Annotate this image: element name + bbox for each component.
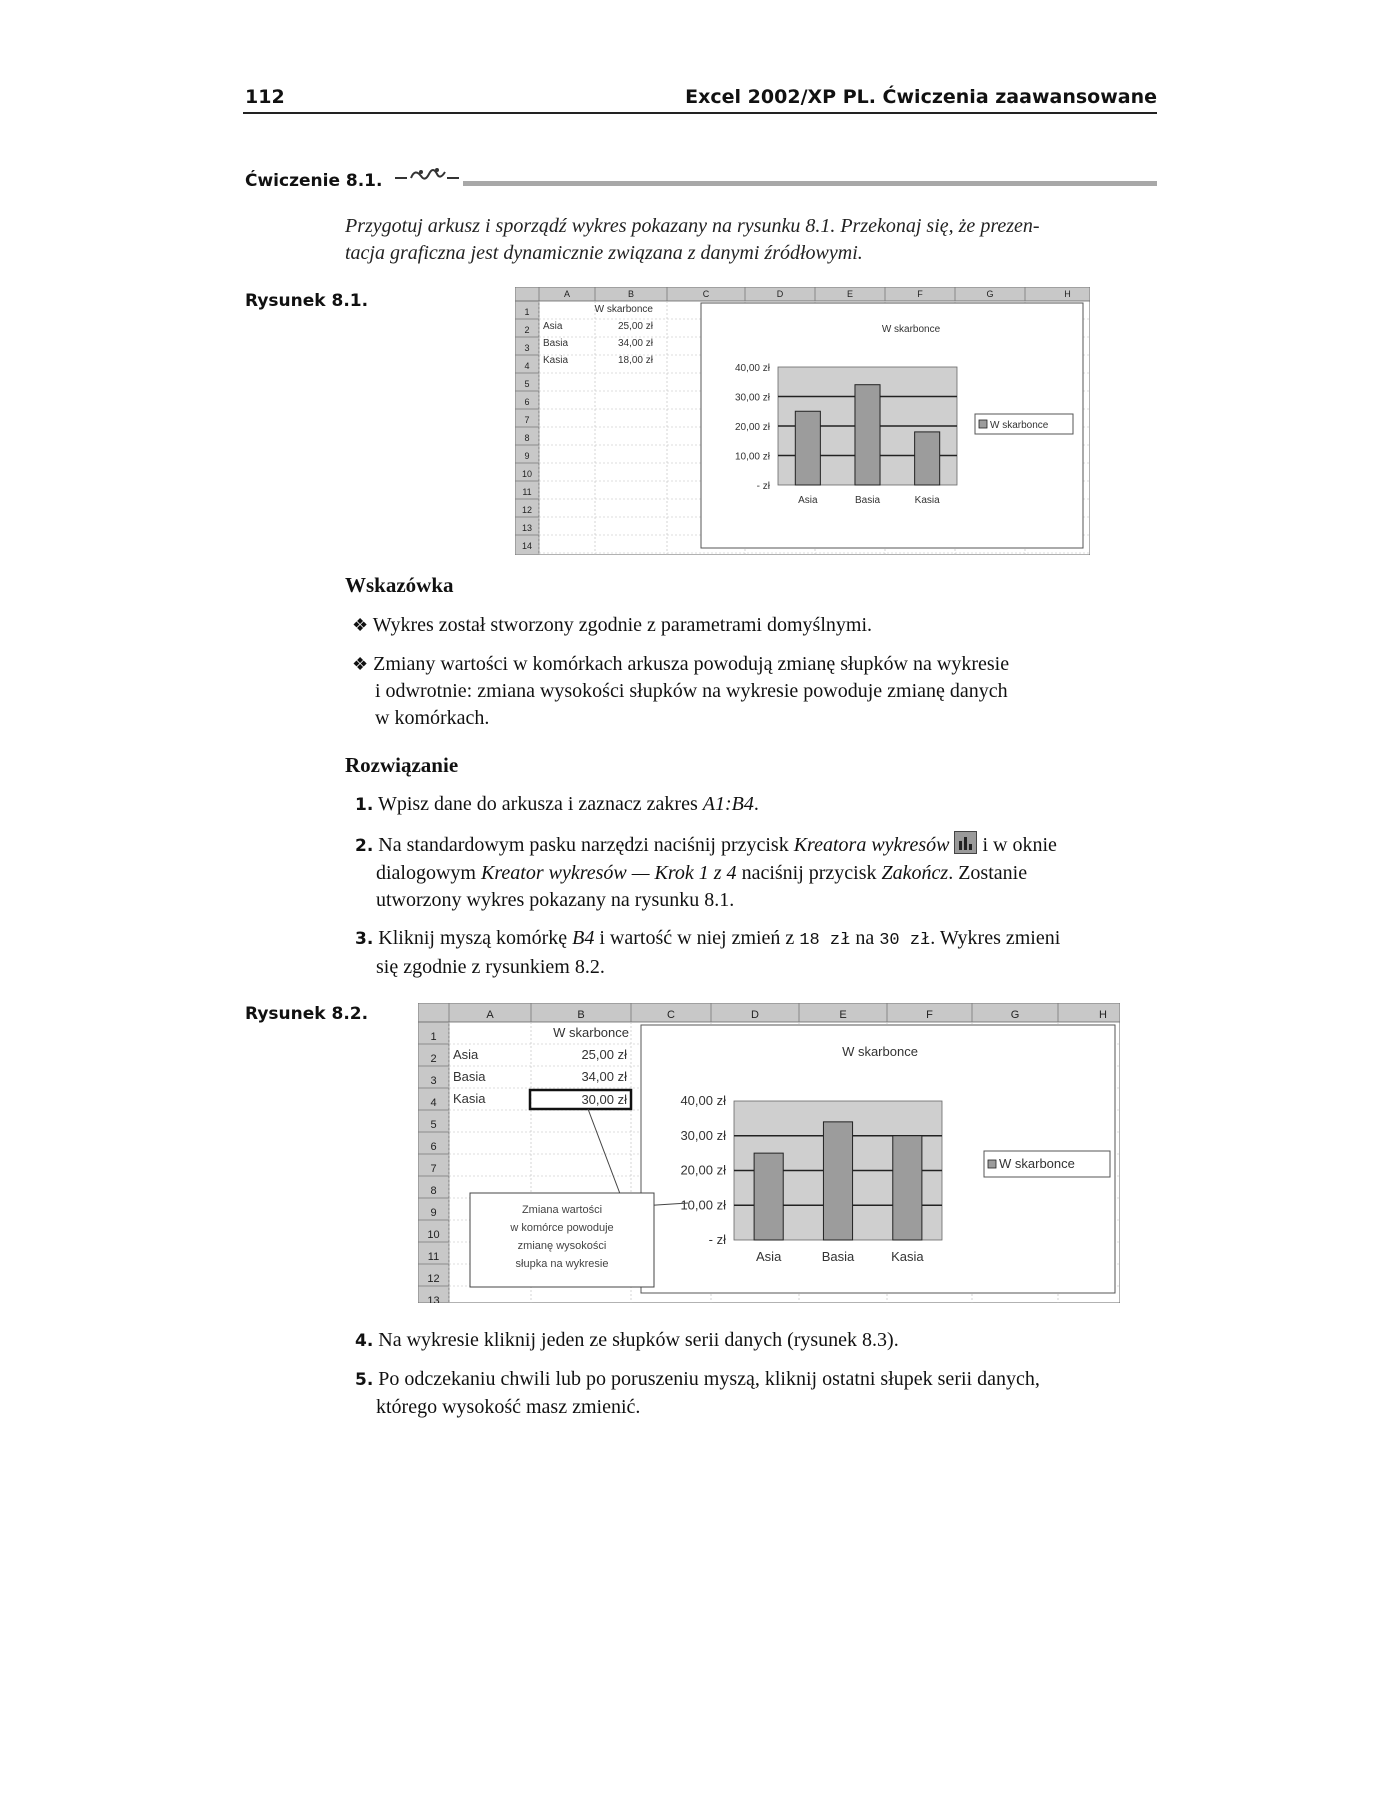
y-tick-label: 30,00 zł [680,1127,726,1143]
intro-line-1: Przygotuj arkusz i sporządź wykres pokazany na rysunku 8.1. Przekonaj się, że prezen- [345,215,1040,237]
bar-kasia[interactable] [893,1136,922,1240]
step-5: 5. Po odczekaniu chwili lub po poruszeniu myszą, kliknij ostatni słupek serii danych, którego wysokość masz zmienić. [355,1368,1040,1418]
figure-2-screenshot [418,1003,1120,1303]
legend-swatch [979,420,987,428]
cell-a2: Asia [543,321,563,332]
column-header-D[interactable]: D [776,289,784,299]
column-header-H[interactable]: H [1099,1009,1107,1021]
column-header-E[interactable]: E [846,289,854,299]
y-tick-label: 40,00 zł [734,363,770,374]
row-header-12[interactable]: 12 [427,1273,440,1285]
cell-b3: 34,00 zł [617,338,653,349]
bar-asia[interactable] [795,411,820,485]
cell-a3: Basia [543,338,569,349]
y-tick-label: 10,00 zł [680,1197,726,1213]
row-header-12[interactable]: 12 [521,505,533,515]
chart-2[interactable] [641,1025,1115,1293]
chart-title: W skarbonce [842,1044,918,1059]
callout-line-1: Zmiana wartości [521,1204,603,1216]
column-header-C[interactable]: C [667,1009,675,1021]
chart-wizard-icon [954,831,977,854]
diamond-bullet-icon: ❖ [352,654,369,674]
column-header-A[interactable]: A [486,1009,494,1021]
cell-b1: W skarbonce [594,304,653,315]
cell-b4: 18,00 zł [617,355,653,366]
column-header-B[interactable]: B [577,1009,585,1021]
column-header-G[interactable]: G [1010,1009,1020,1021]
row-header-10[interactable]: 10 [521,469,533,479]
row-header-1[interactable]: 1 [524,307,530,317]
y-tick-label: 10,00 zł [734,451,770,463]
row-header-11[interactable]: 11 [427,1251,440,1263]
x-tick-label: Asia [798,495,818,506]
hint-bullet-2: ❖ Zmiany wartości w komórkach arkusza powodują zmianę słupków na wykresie i odwrotnie: zmiana wysokości słupków na wykresie powoduje zmianę danych w komórkach. [352,653,1010,729]
row-header-5[interactable]: 5 [430,1119,437,1131]
column-header-B[interactable]: B [627,289,635,299]
legend-label: W skarbonce [999,1156,1075,1171]
cell-b3: 34,00 zł [581,1069,627,1084]
cell-b2: 25,00 zł [581,1047,627,1062]
step-1: 1. Wpisz dane do arkusza i zaznacz zakres A1:B4. [355,793,759,815]
row-header-9[interactable]: 9 [430,1207,437,1219]
hint-bullet-1: ❖ Wykres został stworzony zgodnie z parametrami domyślnymi. [352,614,872,636]
cell-b1: W skarbonce [553,1025,629,1040]
x-tick-label: Kasia [914,495,940,506]
column-header-F[interactable]: F [926,1009,933,1021]
exercise-label: Ćwiczenie 8.1. [245,171,383,191]
step-3: 3. Kliknij myszą komórkę B4 i wartość w niej zmień z 18 zł na 30 zł. Wykres zmieni się zgodnie z rysunkiem 8.2. [355,927,1061,978]
column-header-G[interactable]: G [986,289,994,299]
row-header-4[interactable]: 4 [524,361,530,371]
y-tick-label: - zł [708,1232,726,1247]
row-header-2[interactable]: 2 [524,325,530,335]
figure-1-label: Rysunek 8.1. [245,291,369,311]
legend-label: W skarbonce [990,420,1049,431]
bar-asia[interactable] [754,1153,783,1240]
exercise-intro [345,213,1157,267]
page-number: 112 [245,86,285,108]
row-header-1[interactable]: 1 [430,1031,437,1043]
column-header-C[interactable]: C [702,289,710,299]
row-header-13[interactable]: 13 [427,1295,440,1303]
cell-a4: Kasia [543,355,569,366]
callout-line-4: słupka na wykresie [515,1258,609,1270]
row-header-11[interactable]: 11 [522,487,532,497]
row-header-7[interactable]: 7 [524,415,530,425]
y-tick-label: - zł [756,481,770,492]
y-tick-label: 20,00 zł [680,1162,726,1178]
x-tick-label: Asia [756,1249,782,1264]
cell-a2: Asia [453,1047,479,1062]
column-header-A[interactable]: A [563,289,571,299]
bar-kasia[interactable] [915,432,940,485]
column-header-H[interactable]: H [1064,289,1071,299]
solution-title: Rozwiązanie [345,753,459,777]
row-header-6[interactable]: 6 [524,397,530,407]
ornament-icon [393,164,461,186]
row-header-13[interactable]: 13 [521,523,533,533]
cell-a3: Basia [453,1069,486,1084]
callout-line-3: zmianę wysokości [517,1240,607,1252]
row-header-5[interactable]: 5 [524,379,530,389]
y-tick-label: 30,00 zł [734,392,770,404]
figure-1-screenshot [515,287,1090,555]
step-4: 4. Na wykresie kliknij jeden ze słupków serii danych (rysunek 8.3). [355,1329,899,1351]
hint-title: Wskazówka [345,573,454,597]
row-header-3[interactable]: 3 [524,343,530,353]
header-rule [243,112,1157,114]
row-header-8[interactable]: 8 [524,433,530,443]
row-header-6[interactable]: 6 [430,1141,437,1153]
x-tick-label: Kasia [891,1249,924,1264]
column-header-F[interactable]: F [917,289,923,299]
x-tick-label: Basia [854,495,881,506]
y-tick-label: 20,00 zł [734,422,770,433]
row-header-9[interactable]: 9 [524,451,530,461]
intro-line-2: tacja graficzna jest dynamicznie związana z danymi źródłowymi. [345,242,863,264]
chart-1[interactable] [701,303,1083,548]
column-header-E[interactable]: E [839,1009,847,1021]
y-tick-label: 40,00 zł [680,1093,726,1108]
cell-b2: 25,00 zł [617,321,653,332]
exercise-rule [463,181,1157,186]
legend-swatch [988,1160,996,1168]
chart-title: W skarbonce [881,324,941,335]
callout-line-2: w komórce powoduje [510,1222,614,1234]
book-title: Excel 2002/XP PL. Ćwiczenia zaawansowane [685,86,1157,108]
row-header-8[interactable]: 8 [430,1185,437,1197]
x-tick-label: Basia [821,1249,855,1264]
row-header-2[interactable]: 2 [430,1053,437,1065]
figure-2-label: Rysunek 8.2. [245,1004,369,1024]
cell-b4: 30,00 zł [581,1092,627,1107]
row-header-7[interactable]: 7 [430,1163,437,1175]
bar-basia[interactable] [823,1122,852,1240]
row-header-10[interactable]: 10 [427,1229,440,1241]
row-header-14[interactable]: 14 [521,541,533,551]
cell-a4: Kasia [453,1091,486,1106]
row-header-3[interactable]: 3 [430,1075,437,1087]
step-2: 2. Na standardowym pasku narzędzi naciśnij przycisk Kreatora wykresów i w oknie dialogowym Kreator wykresów — Krok 1 z 4 naciśnij przycisk Zakończ. Zostanie utworzony wykres pokazany na rysunku 8.1. [355,831,1163,914]
bar-basia[interactable] [855,385,880,485]
column-header-D[interactable]: D [751,1009,759,1021]
row-header-4[interactable]: 4 [430,1097,437,1109]
diamond-bullet-icon: ❖ [352,615,369,635]
